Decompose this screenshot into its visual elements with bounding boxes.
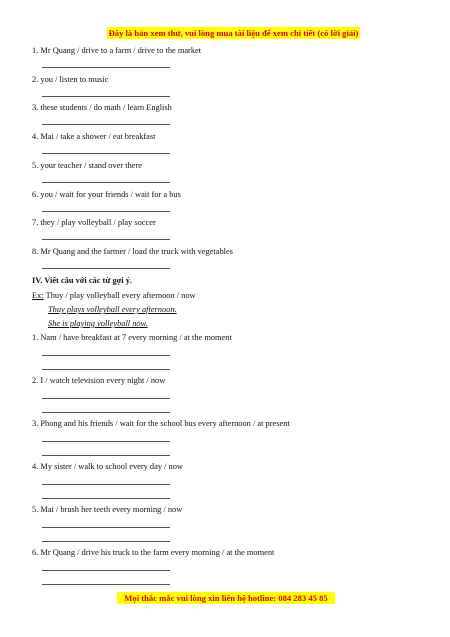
exercise-item: 3. Phong and his friends / wait for the school bus every afternoon / at present xyxy=(32,419,290,428)
example-prompt: Thuy / play volleyball every afternoon / now xyxy=(43,291,196,300)
example-prompt-line xyxy=(32,290,196,301)
example-label: Ex: xyxy=(32,291,44,300)
exercise-item: 2. I / watch television every night / now xyxy=(32,376,166,385)
exercise-item: 6. Mr Quang / drive his truck to the farm every morning / at the moment xyxy=(32,548,275,557)
answer-line xyxy=(42,570,170,571)
answer-line xyxy=(42,268,170,269)
answer-line xyxy=(42,239,170,240)
answer-line xyxy=(42,355,170,356)
answer-line xyxy=(42,584,170,585)
answer-line xyxy=(42,484,170,485)
exercise-item: 5. your teacher / stand over there xyxy=(32,161,142,170)
hotline-footer: Mọi thắc mắc vui lòng xin liên hệ hotline: 084 283 45 85 xyxy=(117,592,335,604)
answer-line xyxy=(42,67,170,68)
answer-line xyxy=(42,541,170,542)
exercise-item: 2. you / listen to music xyxy=(32,75,109,84)
answer-line xyxy=(42,182,170,183)
answer-line xyxy=(42,153,170,154)
answer-line xyxy=(42,412,170,413)
section-heading: IV. Viết câu với các từ gợi ý. xyxy=(32,276,132,285)
answer-line xyxy=(42,124,170,125)
answer-line xyxy=(42,96,170,97)
answer-line xyxy=(42,498,170,499)
exercise-item: 5. Mai / brush her teeth every morning / now xyxy=(32,505,183,514)
exercise-item: 1. Mr Quang / drive to a farm / drive to the market xyxy=(32,46,202,55)
answer-line xyxy=(42,441,170,442)
answer-line xyxy=(42,455,170,456)
exercise-item: 3. these students / do math / learn English xyxy=(32,103,172,112)
answer-line xyxy=(42,398,170,399)
example-answer: Thuy plays volleyball every afternoon. xyxy=(48,305,177,314)
answer-line xyxy=(42,369,170,370)
example-answer: She is playing volleyball now. xyxy=(48,319,148,328)
preview-banner: Đây là bản xem thử, vui lòng mua tài liệu để xem chi tiết (có lời giải) xyxy=(108,28,359,38)
exercise-item: 4. Mai / take a shower / eat breakfast xyxy=(32,132,156,141)
exercise-item: 6. you / wait for your friends / wait for a bus xyxy=(32,190,181,199)
answer-line xyxy=(42,527,170,528)
answer-line xyxy=(42,211,170,212)
exercise-item: 1. Nam / have breakfast at 7 every morning / at the moment xyxy=(32,333,232,342)
exercise-item: 7. they / play volleyball / play soccer xyxy=(32,218,156,227)
exercise-item: 8. Mr Quang and the farmer / load the truck with vegetables xyxy=(32,247,233,256)
exercise-item: 4. My sister / walk to school every day / now xyxy=(32,462,183,471)
